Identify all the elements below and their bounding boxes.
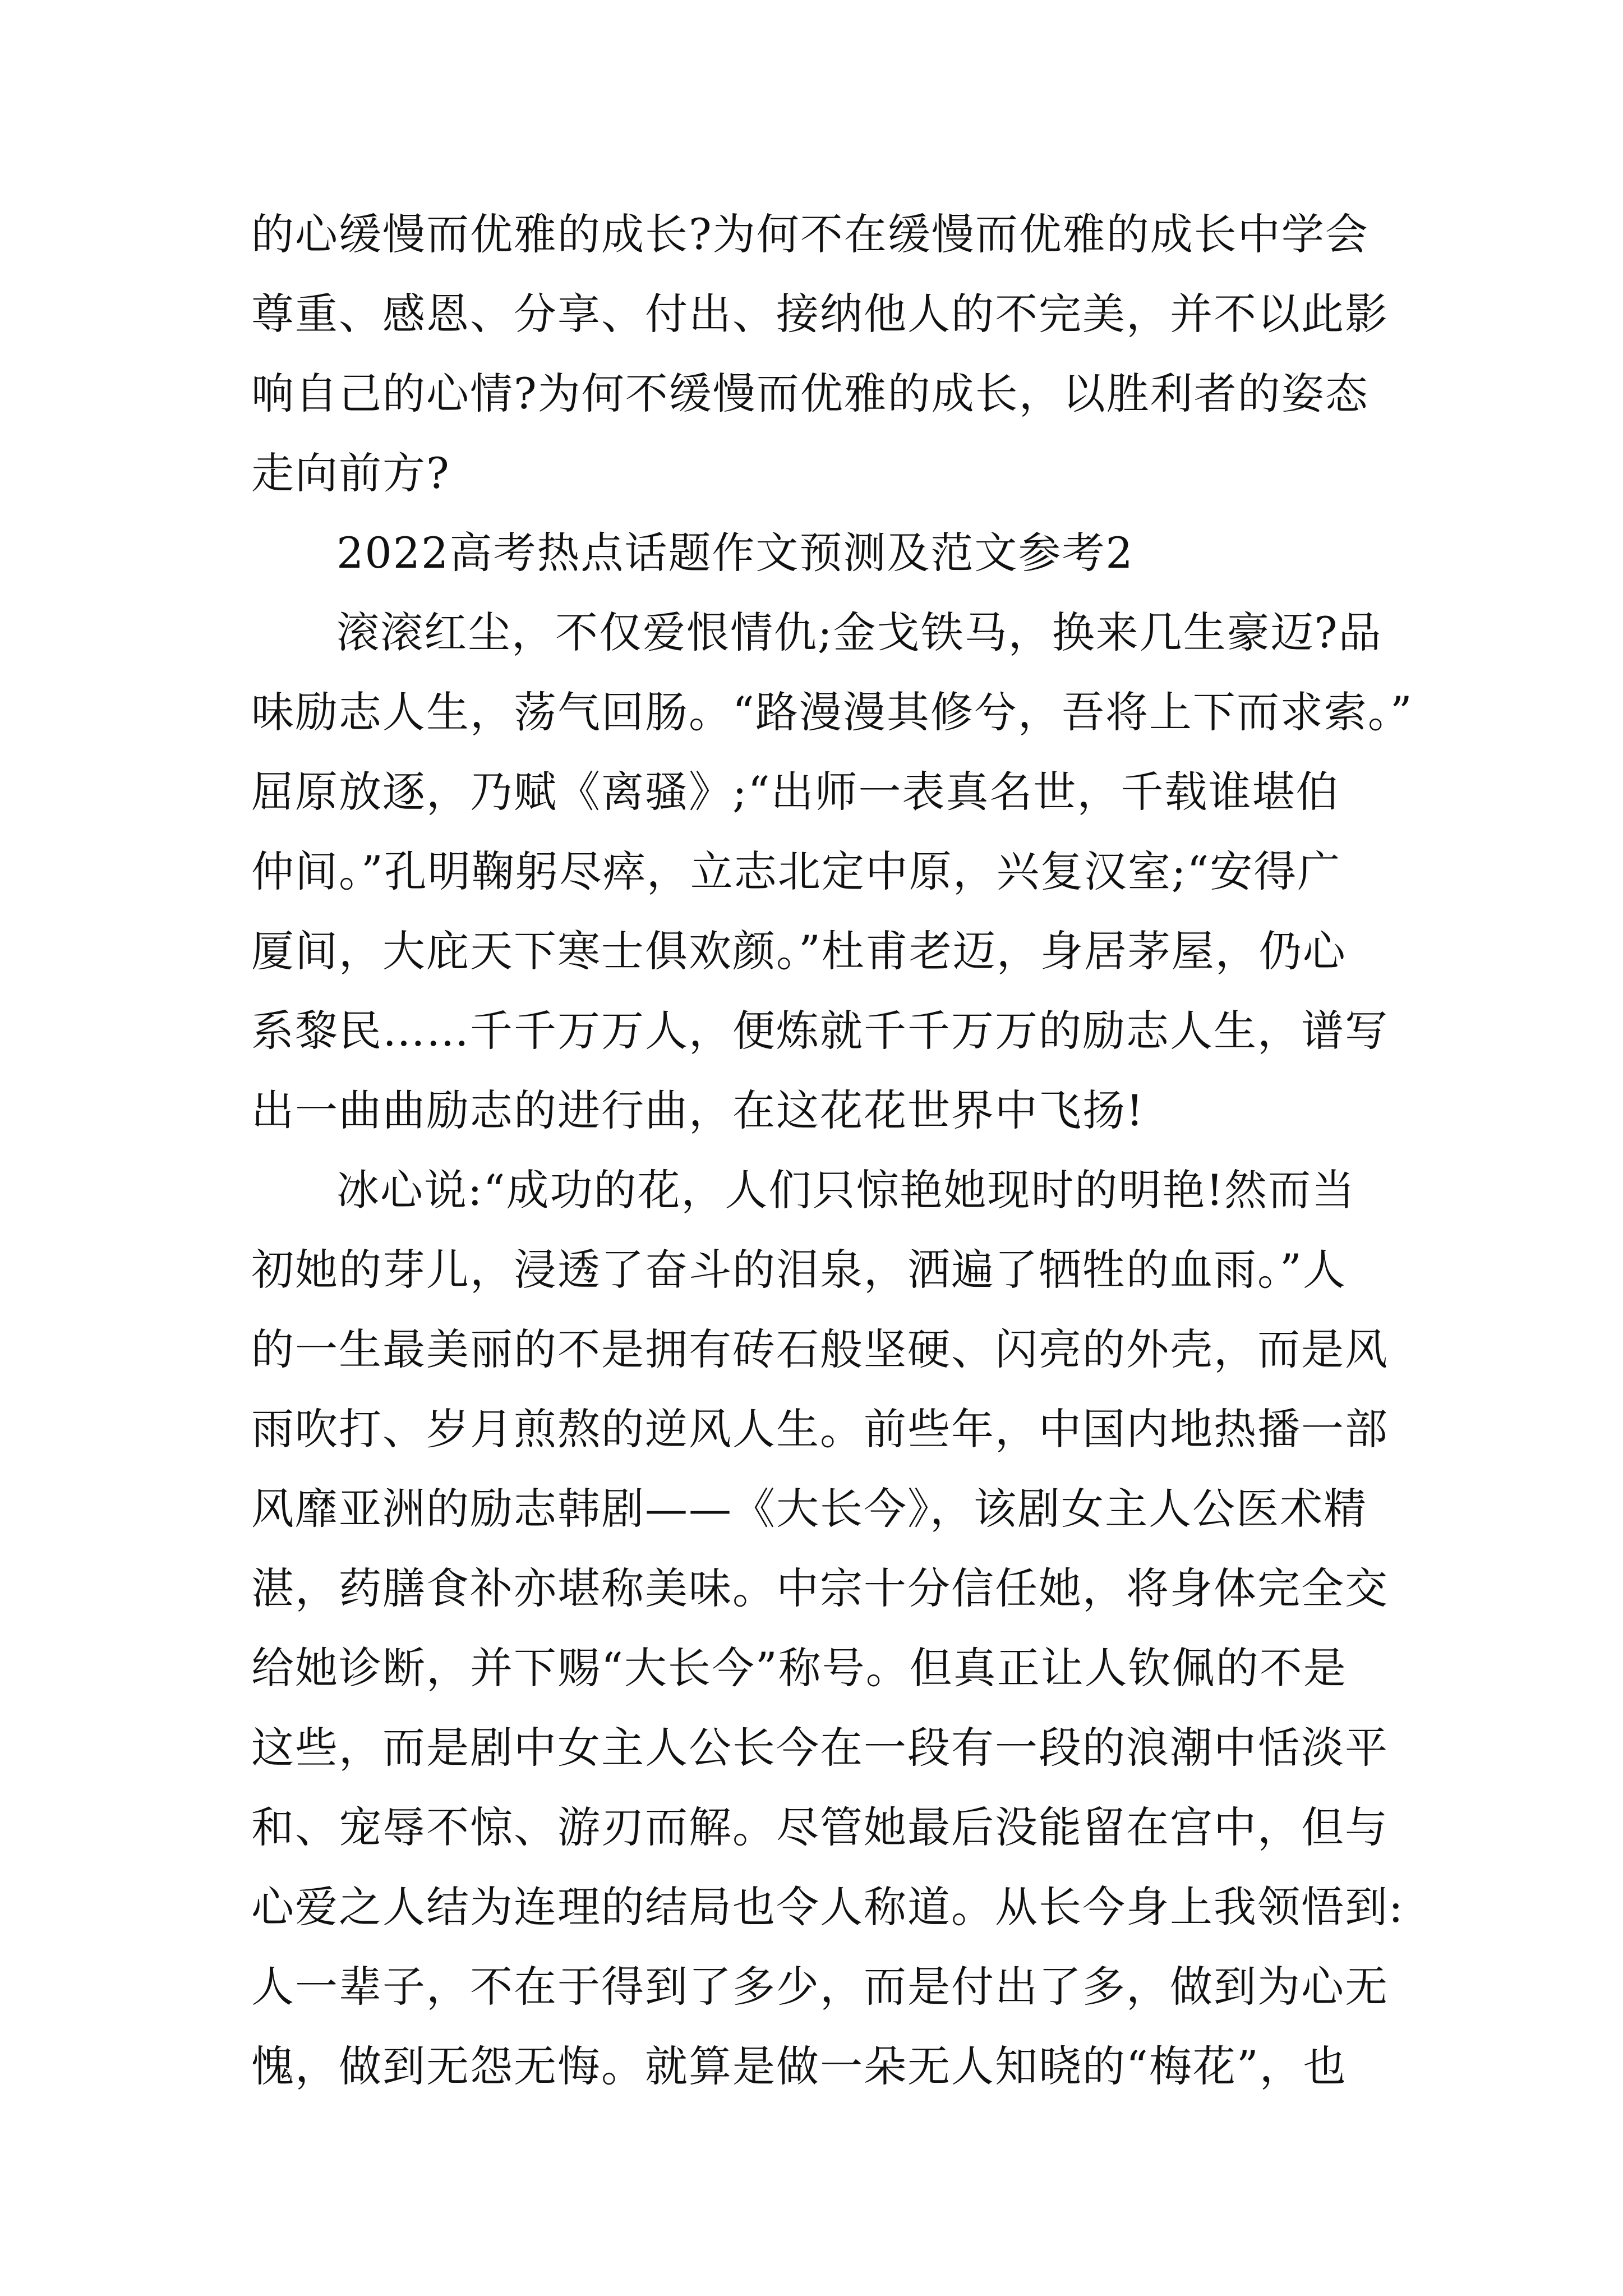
section-title: 2022高考热点话题作文预测及范文参考2: [336, 528, 1134, 578]
text-line: 系黎民……千千万万人，便炼就千千万万的励志人生，谱写: [251, 1006, 1389, 1056]
text-line: 的一生最美丽的不是拥有砖石般坚硬、闪亮的外壳，而是风: [251, 1324, 1389, 1374]
text-line: 厦间，大庇天下寒士俱欢颜。”杜甫老迈，身居茅屋，仍心: [251, 926, 1347, 976]
text-line: 和、宠辱不惊、游刃而解。尽管她最后没能留在宫中，但与: [251, 1802, 1389, 1852]
text-line: 响自己的心情?为何不缓慢而优雅的成长，以胜利者的姿态: [251, 369, 1369, 418]
text-line: 仲间。”孔明鞠躬尽瘁，立志北定中原，兴复汉室;“安得广: [251, 846, 1341, 896]
text-line: 出一曲曲励志的进行曲，在这花花世界中飞扬!: [251, 1085, 1145, 1135]
text-line: 风靡亚洲的励志韩剧——《大长今》，该剧女主人公医术精: [251, 1484, 1367, 1534]
text-line: 愧，做到无怨无悔。就算是做一朵无人知晓的“梅花”，也: [251, 2041, 1347, 2091]
text-line: 味励志人生，荡气回肠。“路漫漫其修兮，吾将上下而求索。”: [251, 687, 1413, 737]
text-line: 尊重、感恩、分享、付出、接纳他人的不完美，并不以此影: [251, 289, 1389, 339]
text-line: 屈原放逐，乃赋《离骚》;“出师一表真名世，千载谁堪伯: [251, 767, 1340, 817]
text-line: 滚滚红尘，不仅爱恨情仇;金戈铁马，换来几生豪迈?品: [336, 608, 1382, 657]
text-line: 人一辈子，不在于得到了多少，而是付出了多，做到为心无: [251, 1962, 1389, 2012]
text-line: 给她诊断，并下赐“大长今”称号。但真正让人钦佩的不是: [251, 1643, 1347, 1693]
text-line: 湛，药膳食补亦堪称美味。中宗十分信任她，将身体完全交: [251, 1563, 1389, 1613]
text-line: 初她的芽儿，浸透了奋斗的泪泉，洒遍了牺牲的血雨。”人: [251, 1245, 1347, 1295]
text-line: 雨吹打、岁月煎熬的逆风人生。前些年，中国内地热播一部: [251, 1404, 1389, 1454]
text-line: 这些，而是剧中女主人公长今在一段有一段的浪潮中恬淡平: [251, 1723, 1389, 1773]
text-line: 走向前方?: [251, 448, 450, 498]
text-line: 心爱之人结为连理的结局也令人称道。从长今身上我领悟到:: [251, 1882, 1404, 1932]
text-line: 冰心说:“成功的花，人们只惊艳她现时的明艳!然而当: [336, 1165, 1355, 1215]
text-line: 的心缓慢而优雅的成长?为何不在缓慢而优雅的成长中学会: [251, 209, 1369, 259]
